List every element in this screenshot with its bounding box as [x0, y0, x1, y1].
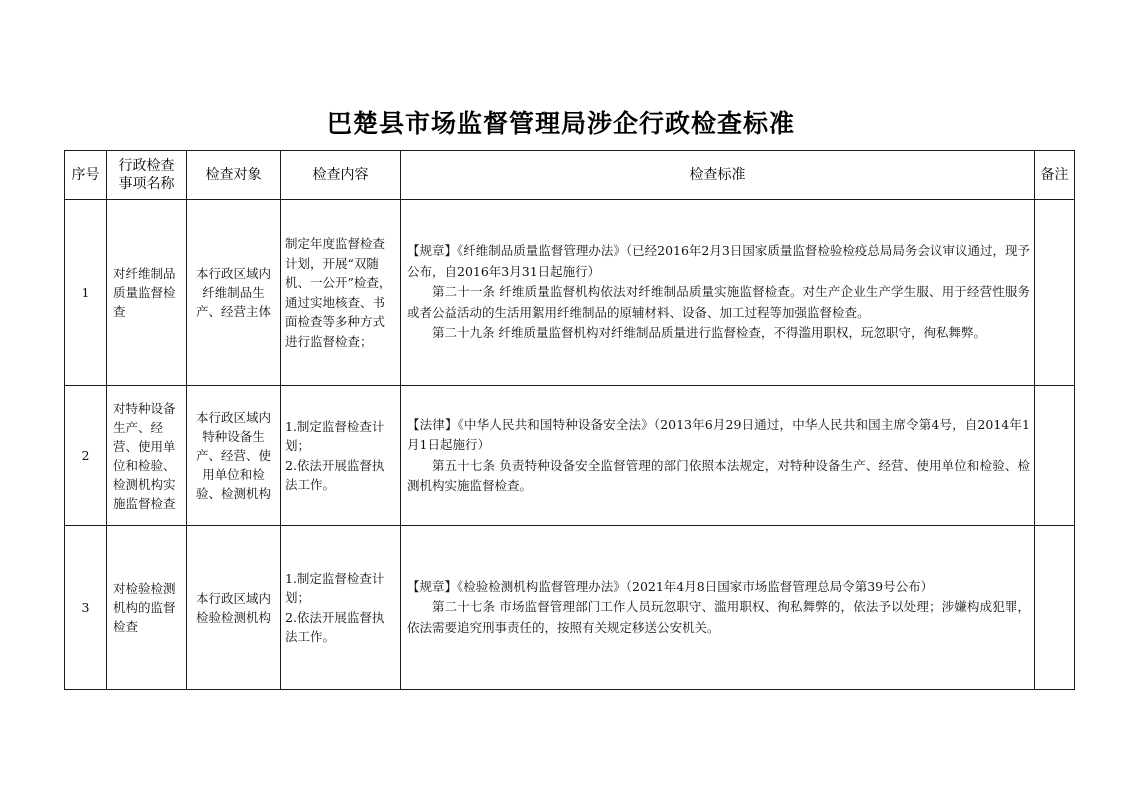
- standard-article: 第二十九条 纤维质量监督机构对纤维制品质量进行监督检查，不得滥用职权，玩忽职守，徇私舞弊。: [432, 325, 986, 341]
- row-standard: [401, 386, 1035, 526]
- standard-source: 【规章】《纤维制品质量监督管理办法》（已经2016年2月3日国家质量监督检验检疫总局局务会议审议通过，现予公布，自2016年3月31日起施行）: [407, 243, 1030, 279]
- table-header-row: [65, 151, 1075, 200]
- standard-article: 第二十七条 市场监督管理部门工作人员玩忽职守、滥用职权、徇私舞弊的，依法予以处理；涉嫌构成犯罪，依法需要追究刑事责任的，按照有关规定移送公安机关。: [407, 599, 1030, 635]
- row-seq: 1: [65, 200, 107, 386]
- row-object: 本行政区域内纤维制品生产、经营主体: [187, 200, 281, 386]
- row-item-name: 对纤维制品质量监督检查: [107, 200, 187, 386]
- standard-article: 第二十一条 纤维质量监督机构依法对纤维制品质量实施监督检查。对生产企业生产学生服、用于经营性服务或者公益活动的生活用絮用纤维制品的原辅材料、设备、加工过程等加强监督检查。: [407, 284, 1030, 320]
- content-line: 1.制定监督检查计划；: [285, 570, 385, 605]
- row-content: [281, 386, 401, 526]
- header-remark: 备注: [1035, 151, 1075, 200]
- table-row: [65, 386, 1075, 526]
- header-seq: 序号: [65, 151, 107, 200]
- standard-article: 第五十七条 负责特种设备安全监督管理的部门依照本法规定，对特种设备生产、经营、使用单位和检验、检测机构实施监督检查。: [407, 457, 1030, 493]
- row-seq: 3: [65, 526, 107, 690]
- header-content: 检查内容: [281, 151, 401, 200]
- content-line: 2.依法开展监督执法工作。: [285, 609, 385, 644]
- content-line: 2.依法开展监督执法工作。: [285, 457, 385, 492]
- row-standard: [401, 200, 1035, 386]
- row-object: 本行政区域内特种设备生产、经营、使用单位和检验、检测机构: [187, 386, 281, 526]
- row-remark: [1035, 386, 1075, 526]
- standard-source: 【法律】《中华人民共和国特种设备安全法》（2013年6月29日通过，中华人民共和国主席令第4号，自2014年1月1日起施行）: [407, 416, 1030, 452]
- row-content: [281, 526, 401, 690]
- header-item: [107, 151, 187, 200]
- row-item-name: 对检验检测机构的监督检查: [107, 526, 187, 690]
- content-line: 1.制定监督检查计划；: [285, 418, 385, 453]
- row-item-name: 对特种设备生产、经营、使用单位和检验、检测机构实施监督检查: [107, 386, 187, 526]
- page-title: 巴楚县市场监督管理局涉企行政检查标准: [326, 109, 795, 138]
- table-row: [65, 200, 1075, 386]
- standard-source: 【规章】《检验检测机构监督管理办法》（2021年4月8日国家市场监督管理总局令第39号公布）: [407, 578, 934, 594]
- header-object: 检查对象: [187, 151, 281, 200]
- table-row: [65, 526, 1075, 690]
- row-object: 本行政区域内检验检测机构: [187, 526, 281, 690]
- row-remark: [1035, 526, 1075, 690]
- row-standard: [401, 526, 1035, 690]
- row-content: 制定年度监督检查计划，开展“双随机、一公开”检查，通过实地核查、书面检查等多种方式进行监督检查；: [281, 200, 401, 386]
- header-standard: 检查标准: [401, 151, 1035, 200]
- row-seq: 2: [65, 386, 107, 526]
- inspection-standards-table: [64, 150, 1075, 690]
- header-item-label: 行政检查 事项名称: [118, 158, 175, 192]
- row-remark: [1035, 200, 1075, 386]
